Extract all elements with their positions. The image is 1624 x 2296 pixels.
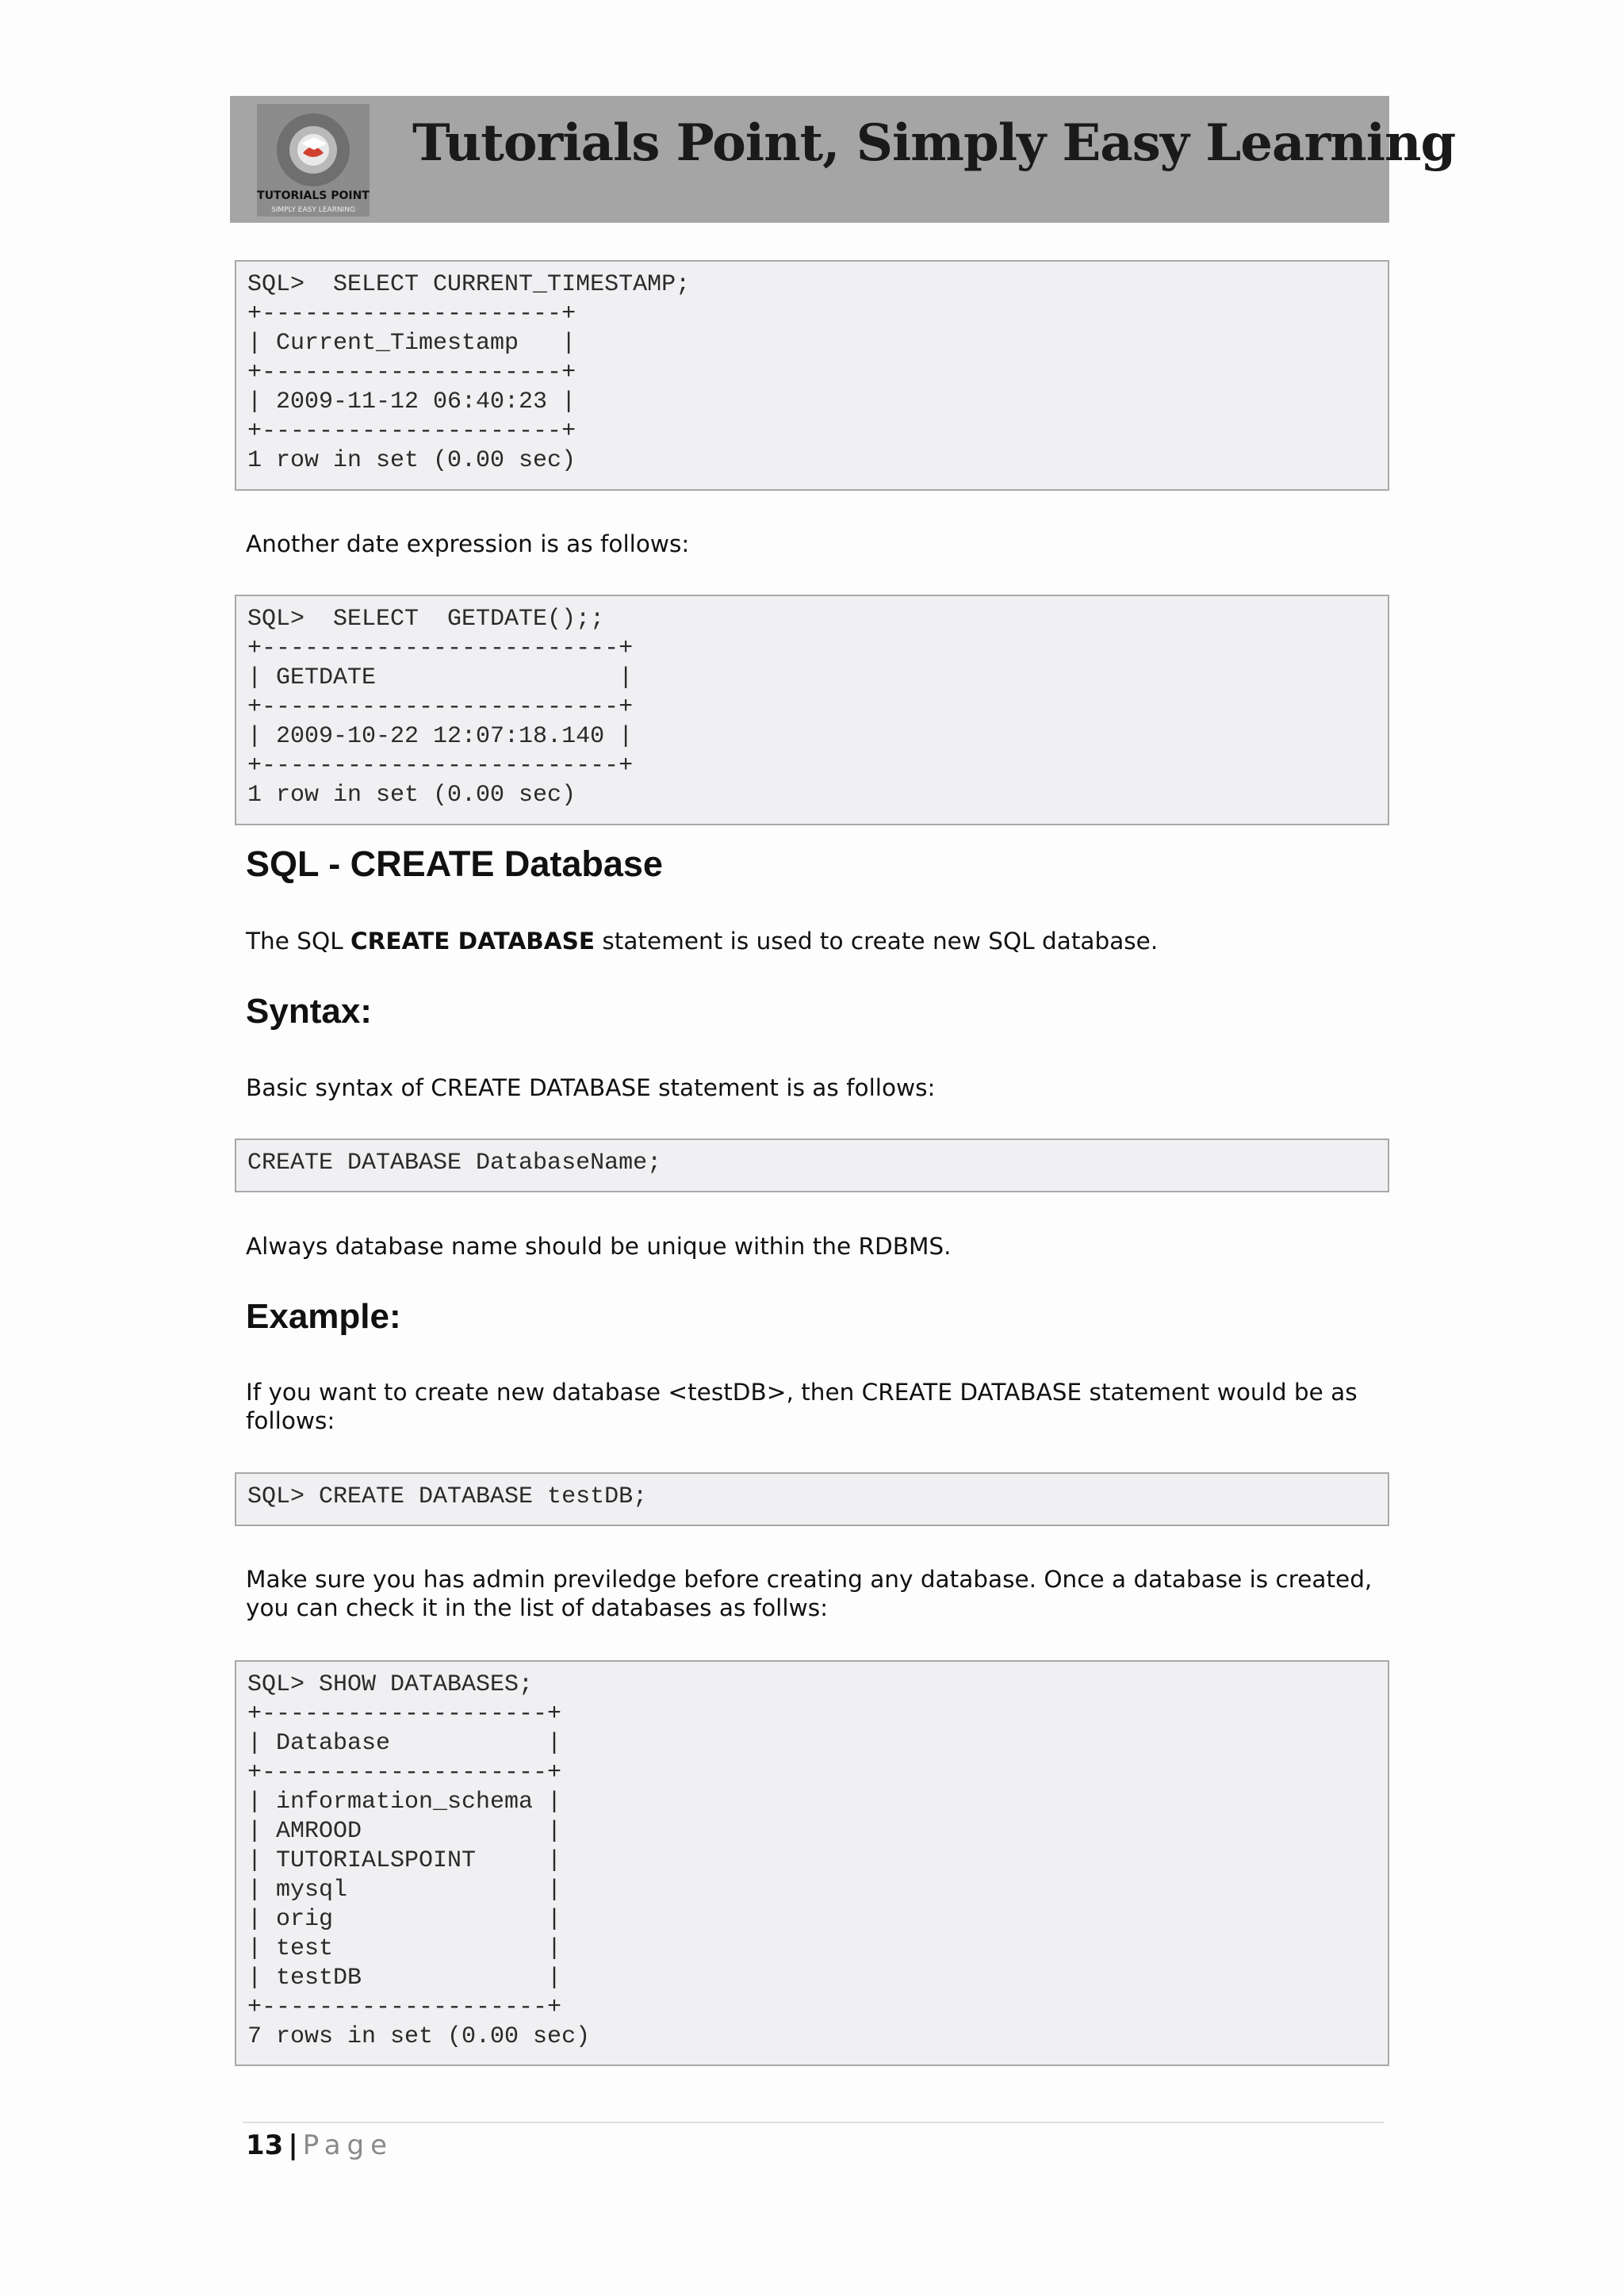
- intro-text-before: The SQL: [246, 928, 351, 955]
- footer-separator: |: [288, 2130, 298, 2161]
- paragraph-admin: Make sure you has admin previledge before creating any database. Once a database is created, you can check it in the list of databases as follws:: [246, 1566, 1373, 1621]
- header-title: Tutorials Point, Simply Easy Learning: [412, 113, 1456, 173]
- paragraph-intro: [246, 927, 1380, 955]
- paragraph-example: If you want to create new database <testDB>, then CREATE DATABASE statement would be as follows:: [246, 1379, 1358, 1434]
- intro-text-bold: CREATE DATABASE: [350, 928, 596, 955]
- code-block-current-timestamp: SQL> SELECT CURRENT_TIMESTAMP; +---------------------+ | Current_Timestamp | +---------------------+ | 2009-11-12 06:40:23 | +---------------------+ 1 row in set (0.00 sec): [235, 260, 1389, 491]
- code-block-create-testdb: SQL> CREATE DATABASE testDB;: [235, 1472, 1389, 1526]
- example-heading: Example:: [246, 1297, 401, 1336]
- logo-sub-text: SIMPLY EASY LEARNING: [271, 206, 355, 214]
- paragraph-another-date: Another date expression is as follows:: [246, 530, 690, 557]
- paragraph-unique: Always database name should be unique within the RDBMS.: [246, 1233, 952, 1260]
- code-block-syntax: CREATE DATABASE DatabaseName;: [235, 1138, 1389, 1192]
- page-footer: [246, 2130, 393, 2161]
- logo-main-text: TUTORIALS POINT: [257, 189, 370, 202]
- page-number: 13: [246, 2130, 284, 2161]
- tutorials-point-logo: [257, 104, 370, 216]
- page-header: [230, 96, 1456, 223]
- paragraph-syntax: Basic syntax of CREATE DATABASE statement is as follows:: [246, 1074, 936, 1101]
- page-label: Page: [302, 2130, 394, 2161]
- code-block-show-databases: SQL> SHOW DATABASES; +--------------------+ | Database | +--------------------+ | information_schema | | AMROOD | | TUTORIALSPOINT | | mysql | | orig | | test | | testDB | +--------------------+ 7 rows in set (0.00 sec): [235, 1660, 1389, 2066]
- section-title: SQL - CREATE Database: [246, 844, 663, 884]
- code-block-getdate: SQL> SELECT GETDATE();; +-------------------------+ | GETDATE | +-------------------------+ | 2009-10-22 12:07:18.140 | +-------------------------+ 1 row in set (0.00 sec): [235, 595, 1389, 825]
- syntax-heading: Syntax:: [246, 992, 372, 1031]
- intro-text-after: statement is used to create new SQL database.: [595, 928, 1159, 955]
- footer-divider: [243, 2122, 1385, 2123]
